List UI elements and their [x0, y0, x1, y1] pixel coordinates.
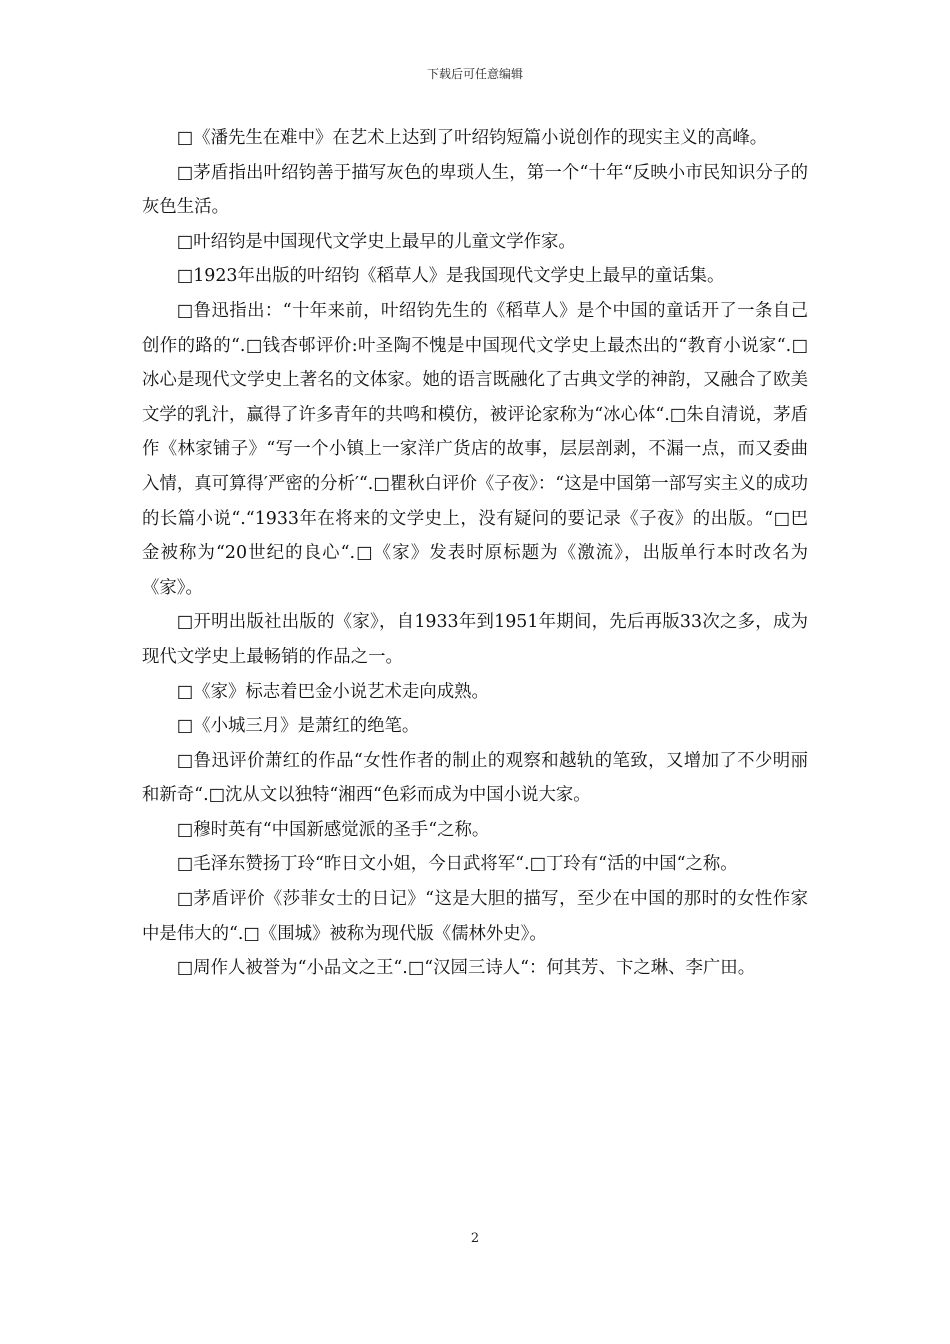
paragraph: □《小城三月》是萧红的绝笔。 [176, 716, 420, 737]
paragraph: □鲁迅评价萧红的作品“女性作者的制止的观察和越轨的笔致，又增加了不少明丽和新奇“.□沈从文以独特“湘西“色彩而成为中国小说大家。 [142, 750, 808, 806]
page-header: 下载后可任意编辑 [426, 67, 523, 81]
paragraph: □周作人被誉为“小品文之王“.□“汉园三诗人“：何其芳、卞之琳、李广田。 [176, 958, 756, 979]
paragraph: □1923年出版的叶绍钧《稻草人》是我国现代文学史上最早的童话集。 [176, 266, 725, 287]
paragraph: □叶绍钧是中国现代文学史上最早的儿童文学作家。 [176, 231, 576, 252]
paragraph: □穆时英有“中国新感觉派的圣手“之称。 [176, 819, 490, 840]
paragraph: □茅盾指出叶绍钧善于描写灰色的卑琐人生，第一个“十年“反映小市民知识分子的灰色生活。 [142, 162, 808, 218]
document-body [142, 121, 808, 986]
paragraph: □鲁迅指出：“十年来前，叶绍钧先生的《稻草人》是个中国的童话开了一条自己创作的路的“.□钱杏邨评价:叶圣陶不愧是中国现代文学史上最杰出的“教育小说家“.□冰心是现代文学史上著名的文体家。她的语言既融化了古典文学的神韵，又融合了欧美文学的乳汁，赢得了许多青年的共鸣和模仿，被评论家称为“冰心体“.□朱自清说，茅盾作《林家铺子》“写一个小镇上一家洋广货店的故事，层层剖剥，不漏一点，而又委曲入情，真可算得′严密的分析′“.□瞿秋白评价《子夜》：“这是中国第一部写实主义的成功的长篇小说“.“1933年在将来的文学史上，没有疑问的要记录《子夜》的出版。“□巴金被称为“20世纪的良心“.□《家》发表时原标题为《激流》，出版单行本时改名为《家》。 [142, 300, 808, 598]
paragraph: □《潘先生在难中》在艺术上达到了叶绍钧短篇小说创作的现实主义的高峰。 [176, 128, 768, 148]
paragraph: □茅盾评价《莎菲女士的日记》“这是大胆的描写，至少在中国的那时的女性作家中是伟大的“.□《围城》被称为现代版《儒林外史》。 [142, 889, 808, 944]
page-number: 2 [470, 1231, 480, 1246]
paragraph: □《家》标志着巴金小说艺术走向成熟。 [176, 681, 489, 702]
paragraph: □开明出版社出版的《家》，自1933年到1951年期间，先后再版33次之多，成为现代文学史上最畅销的作品之一。 [142, 612, 808, 667]
paragraph: □毛泽东赞扬丁玲“昨日文小姐，今日武将军“.□丁玲有“活的中国“之称。 [176, 854, 738, 875]
